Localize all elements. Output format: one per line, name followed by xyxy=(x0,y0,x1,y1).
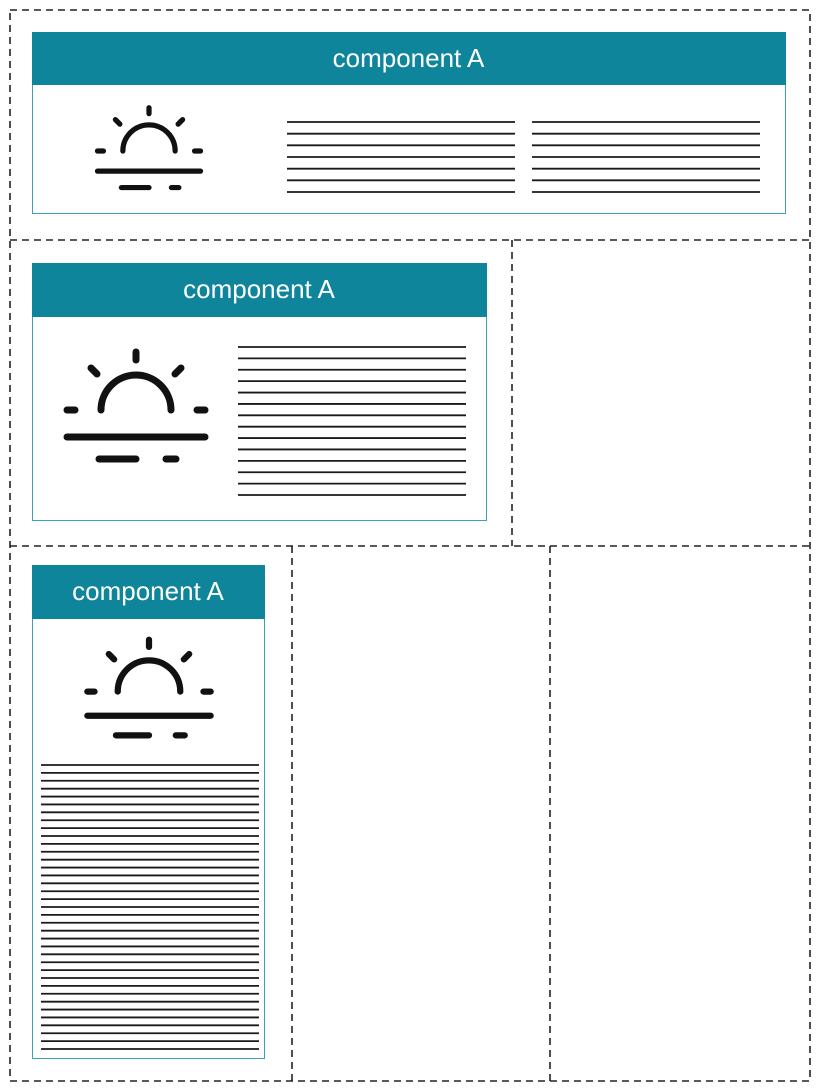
sun-arc xyxy=(118,660,181,691)
sun-ray xyxy=(109,654,114,659)
text-placeholder-column xyxy=(41,764,259,1050)
sun-arc xyxy=(123,125,175,151)
component-card-half-width xyxy=(32,263,487,521)
sunrise-icon xyxy=(61,346,211,466)
sun-ray xyxy=(175,368,181,374)
text-placeholder-column-2 xyxy=(532,121,760,193)
sunrise-icon xyxy=(82,634,216,742)
sun-ray xyxy=(115,120,119,124)
text-placeholder-column xyxy=(238,346,466,496)
card-title: component A xyxy=(72,576,224,606)
card-header xyxy=(32,565,265,619)
card-header xyxy=(32,263,487,317)
component-card-full-width xyxy=(32,32,786,214)
card-title: component A xyxy=(183,274,335,304)
sunrise-icon xyxy=(93,103,205,193)
sun-ray xyxy=(91,368,97,374)
component-card-third-width xyxy=(32,565,265,1059)
sun-arc xyxy=(101,375,171,410)
card-title: component A xyxy=(332,42,485,73)
sun-ray xyxy=(184,654,189,659)
sun-ray xyxy=(178,120,182,124)
text-placeholder-column-1 xyxy=(287,121,515,193)
card-header xyxy=(32,32,786,85)
